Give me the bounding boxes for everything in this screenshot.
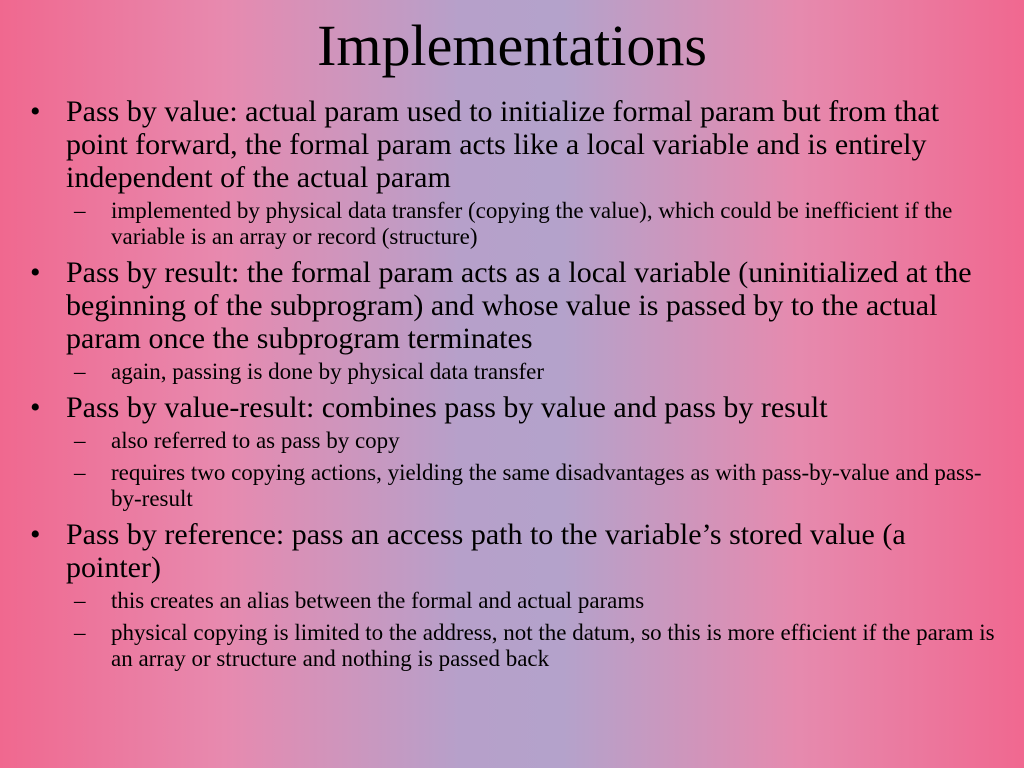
bullet-list xyxy=(24,95,999,678)
bullet-text: Pass by reference: pass an access path to the variable’s stored value (a pointer) xyxy=(66,518,906,584)
sub-bullet-list xyxy=(66,588,999,672)
dash-marker: – xyxy=(74,198,86,223)
sub-bullet-list xyxy=(66,428,999,512)
bullet-marker: • xyxy=(30,95,41,128)
sub-bullet-list xyxy=(66,359,999,385)
sub-bullet-list xyxy=(66,198,999,250)
bullet-text: Pass by result: the formal param acts as a local variable (uninitialized at the beginning of the subprogram) and whose value is passed by to the actual param once the subprogram terminates xyxy=(66,256,972,355)
dash-marker: – xyxy=(74,428,86,453)
sub-bullet-item xyxy=(66,460,999,512)
bullet-item xyxy=(24,95,999,250)
sub-bullet-text: physical copying is limited to the address, not the datum, so this is more efficient if the param is an array or structure and nothing is passed back xyxy=(111,620,995,671)
bullet-marker: • xyxy=(30,256,41,289)
dash-marker: – xyxy=(74,359,86,384)
sub-bullet-item xyxy=(66,198,999,250)
bullet-item xyxy=(24,391,999,512)
dash-marker: – xyxy=(74,588,86,613)
bullet-marker: • xyxy=(30,391,41,424)
bullet-text: Pass by value-result: combines pass by value and pass by result xyxy=(66,391,828,424)
sub-bullet-text: also referred to as pass by copy xyxy=(111,428,400,453)
sub-bullet-item xyxy=(66,428,999,454)
bullet-item xyxy=(24,256,999,385)
sub-bullet-item xyxy=(66,620,999,672)
sub-bullet-text: this creates an alias between the formal and actual params xyxy=(111,588,645,613)
bullet-text: Pass by value: actual param used to initialize formal param but from that point forward, the formal param acts like a local variable and is entirely independent of the actual param xyxy=(66,95,940,194)
sub-bullet-text: implemented by physical data transfer (copying the value), which could be inefficient if the variable is an array or record (structure) xyxy=(111,198,953,249)
slide-title: Implementations xyxy=(317,13,707,78)
dash-marker: – xyxy=(74,460,86,485)
sub-bullet-item xyxy=(66,588,999,614)
sub-bullet-text: again, passing is done by physical data transfer xyxy=(111,359,545,384)
bullet-item xyxy=(24,518,999,672)
sub-bullet-item xyxy=(66,359,999,385)
bullet-marker: • xyxy=(30,518,41,551)
dash-marker: – xyxy=(74,620,86,645)
sub-bullet-text: requires two copying actions, yielding the same disadvantages as with pass-by-value and pass-by-result xyxy=(111,460,982,511)
